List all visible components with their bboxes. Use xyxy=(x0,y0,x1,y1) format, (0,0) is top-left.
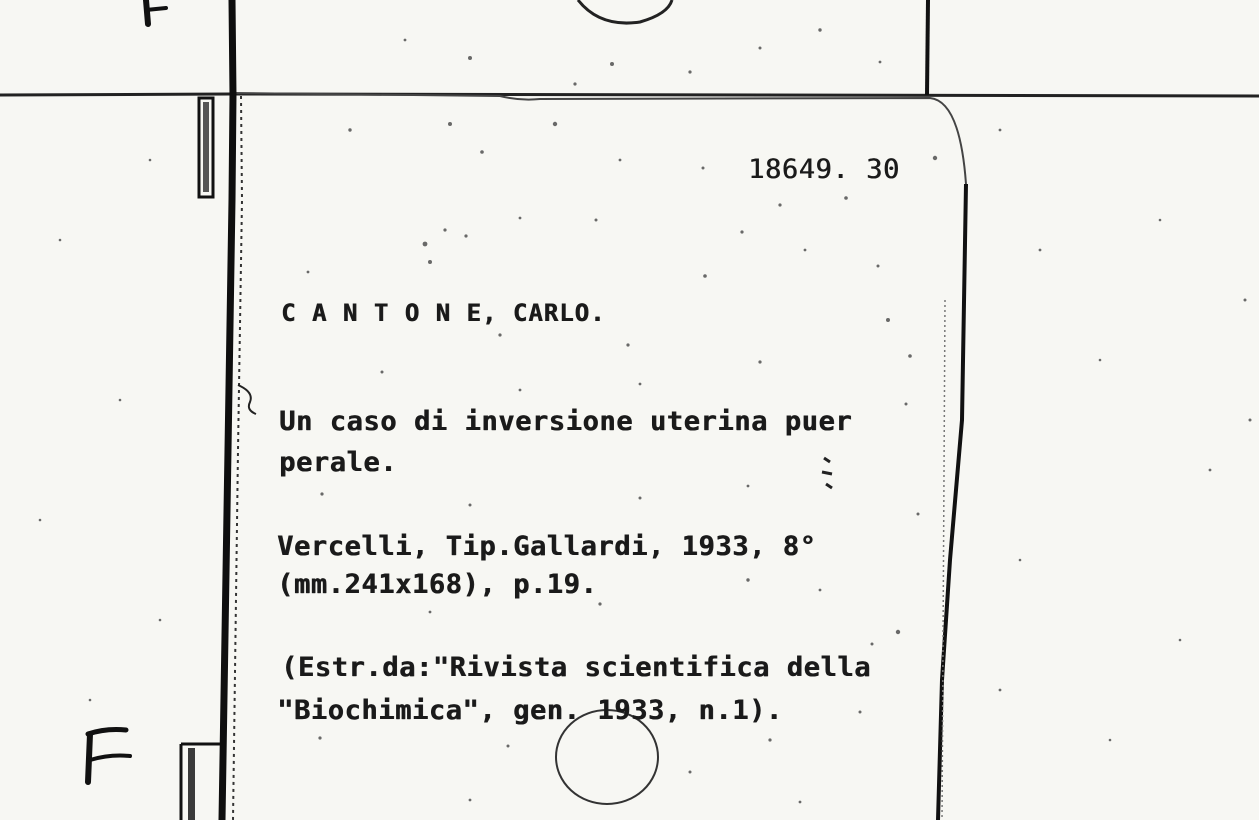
source-note-line-1: (Estr.da:"Rivista scientifica della xyxy=(281,652,871,683)
source-note-line-2: "Biochimica", gen. 1933, n.1). xyxy=(277,695,783,726)
author-heading: C A N T O N E, CARLO. xyxy=(281,299,606,327)
title-line-1: Un caso di inversione uterina puer xyxy=(279,406,853,437)
handwritten-f-bottom xyxy=(80,722,140,792)
imprint-line-1: Vercelli, Tip.Gallardi, 1933, 8° xyxy=(277,531,817,562)
shelfmark-number: 18649. 30 xyxy=(748,154,900,185)
title-line-2: perale. xyxy=(279,447,397,478)
imprint-line-2: (mm.241x168), p.19. xyxy=(277,569,598,600)
handwritten-f-top xyxy=(138,0,172,28)
